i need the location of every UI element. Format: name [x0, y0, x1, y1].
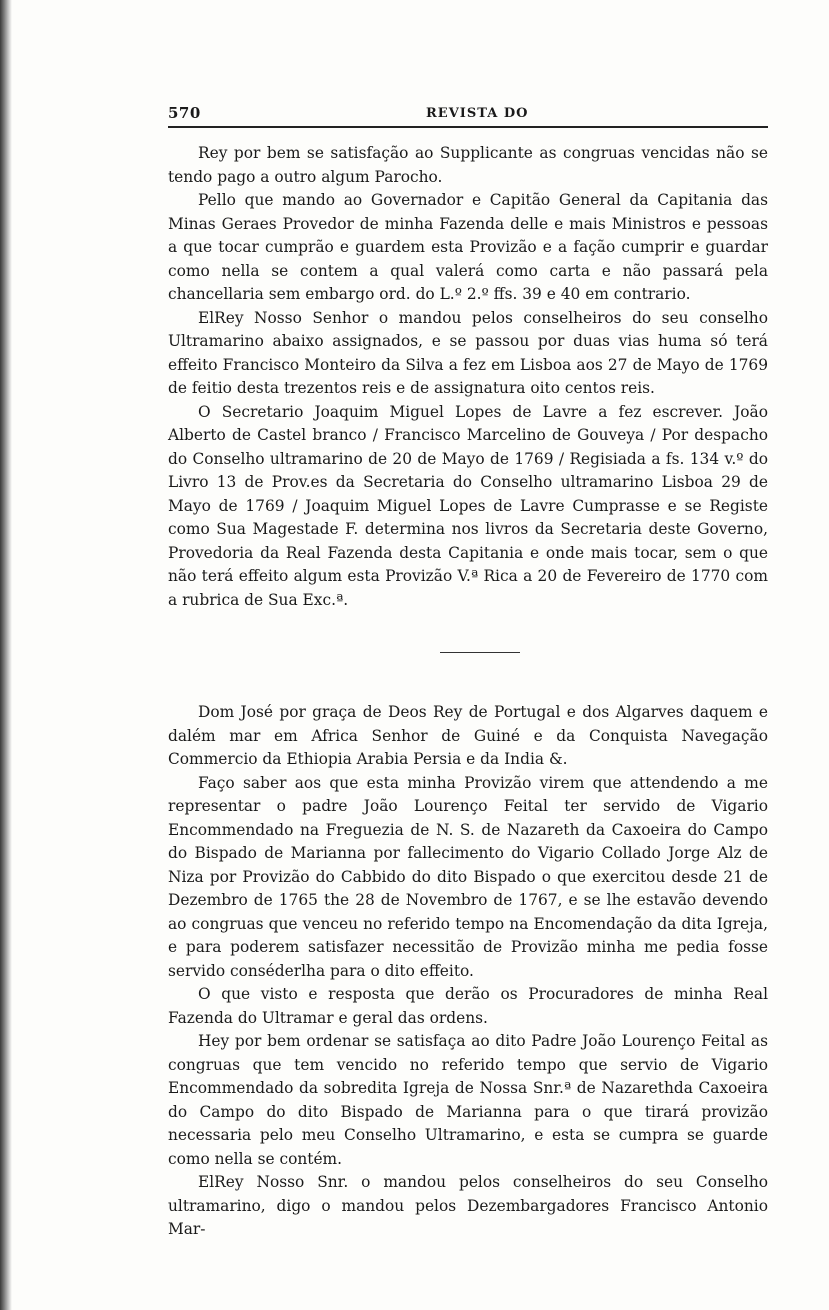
doc2-paragraph-4: Hey por bem ordenar se satisfaça ao dito Padre João Lourenço Feital as congruas que tem vencido no referido tempo que servio de Vigario Encommendado da sobredita Igreja de Nossa Snr.ª de Nazarethda Caxoeira do Campo do dito Bispado de Marianna para o que tirará provizão necessaria pelo meu Conselho Ultramarino, e esta se cumpra se guarde como nella se contém.	[168, 1032, 768, 1168]
document-1	[168, 142, 768, 612]
section-separator	[440, 652, 520, 653]
doc2-paragraph-3: O que visto e resposta que derão os Procuradores de minha Real Fazenda do Ultramar e geral das ordens.	[168, 985, 768, 1027]
running-title: REVISTA DO	[426, 106, 529, 121]
doc2-paragraph-5: ElRey Nosso Snr. o mandou pelos conselheiros do seu Conselho ultramarino, digo o mandou pelos Dezembargadores Francisco Antonio Mar-	[168, 1173, 768, 1238]
doc1-paragraph-3: ElRey Nosso Senhor o mandou pelos conselheiros do seu conselho Ultramarino abaixo assignados, e se passou por duas vias huma só terá effeito Francisco Monteiro da Silva a fez em Lisboa aos 27 de Mayo de 1769 de feitio desta trezentos reis e de assignatura oito centos reis.	[168, 308, 768, 397]
doc2-paragraph-1: Dom José por graça de Deos Rey de Portugal e dos Algarves daquem e dalém mar em Africa Senhor de Guiné e da Conquista Navegação Commercio da Ethiopia Arabia Persia e da India &.	[168, 703, 768, 768]
doc1-paragraph-2: Pello que mando ao Governador e Capitão General da Capitania das Minas Geraes Provedor de minha Fazenda delle e mais Ministros e pessoas a que tocar cumprão e guardem esta Provizão e a fação cumprir e guardar como nella se contem a qual valerá como carta e não passará pela chancellaria sem embargo ord. do L.º 2.º ffs. 39 e 40 em contrario.	[168, 191, 768, 303]
document-2	[168, 701, 768, 1242]
header-rule	[168, 126, 768, 128]
doc2-paragraph-2: Faço saber aos que esta minha Provizão virem que attendendo a me representar o padre João Lourenço Feital ter servido de Vigario Encommendado na Freguezia de N. S. de Nazareth da Caxoeira do Campo do Bispado de Marianna por fallecimento do Vigario Collado Jorge Alz de Niza por Provizão do Cabbido do dito Bispado o que exercitou desde 21 de Dezembro de 1765 the 28 de Novembro de 1767, e se lhe estavão devendo ao congruas que venceu no referido tempo na Encomendação da dita Igreja, e para poderem satisfazer necessitão de Provizão minha me pedia fosse servido conséderlha para o dito effeito.	[168, 773, 768, 980]
doc1-paragraph-1: Rey por bem se satisfação ao Supplicante as congruas vencidas não se tendo pago a outro algum Parocho.	[168, 144, 768, 186]
page-content	[168, 100, 768, 1242]
page-number: 570	[168, 104, 201, 122]
doc1-paragraph-4: O Secretario Joaquim Miguel Lopes de Lavre a fez escrever. João Alberto de Castel branco / Francisco Marcelino de Gouveya / Por despacho do Conselho ultramarino de 20 de Mayo de 1769 / Regisiada a fs. 134 v.º do Livro 13 de Prov.es da Secretaria do Conselho ultramarino Lisboa 29 de Mayo de 1769 / Joaquim Miguel Lopes de Lavre Cumprasse e se Registe como Sua Magestade F. determina nos livros da Secretaria deste Governo, Provedoria da Real Fazenda desta Capitania e onde mais tocar, sem o que não terá effeito algum esta Provizão V.ª Rica a 20 de Fevereiro de 1770 com a rubrica de Sua Exc.ª.	[168, 402, 768, 609]
page-binding-edge	[0, 0, 12, 1310]
page-header	[168, 100, 768, 126]
